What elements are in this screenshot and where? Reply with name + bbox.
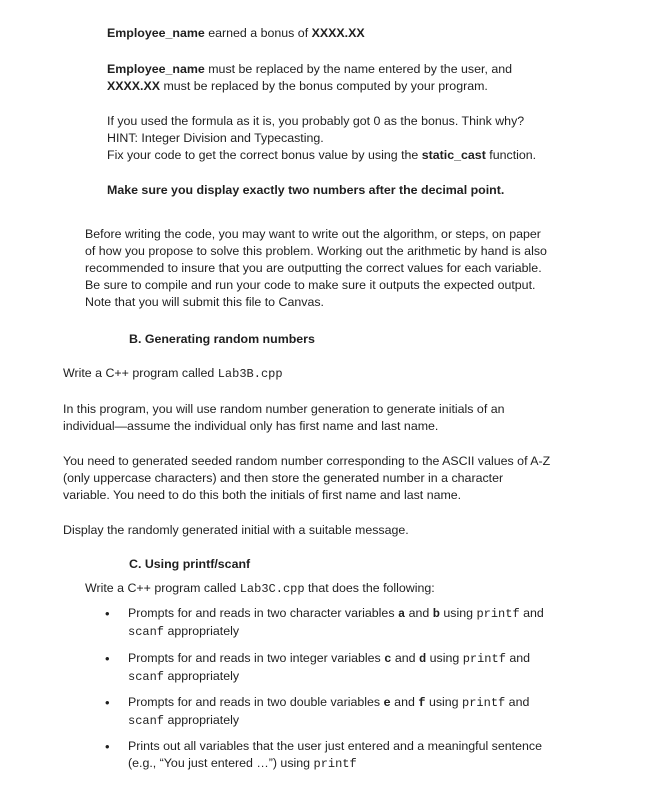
para-line: In this program, you will use random number generation to generate initials of an [63,402,505,416]
text: and [405,606,433,620]
algorithm-paragraph [85,226,547,311]
para-line: Note that you will submit this file to Canvas. [85,295,324,309]
text: that does the following: [304,581,435,595]
text: and [505,651,531,665]
hint-line-1: If you used the formula as it is, you probably got 0 as the bonus. Think why? [107,114,525,128]
var-code: d [418,652,427,666]
section-c-heading: C. Using printf/scanf [129,557,251,571]
para-line: (only uppercase characters) and then store the generated number in a character [63,471,504,485]
bullet-icon: • [105,695,110,710]
employee-name-token: Employee_name [107,26,205,40]
text: must be replaced by the bonus computed by your program. [160,79,488,93]
printf-code: printf [462,652,506,666]
text: Prompts for and reads in two double variables [128,695,384,709]
text: appropriately [164,669,240,683]
bullet-icon: • [105,651,110,666]
text: using [426,651,463,665]
text: Prompts for and reads in two integer variables [128,651,385,665]
para-line: variable. You need to do this both the initials of first name and last name. [63,488,462,502]
para-line: Be sure to compile and run your code to make sure it outputs the expected output. [85,278,536,292]
section-b-paragraph-3: Display the randomly generated initial with a suitable message. [63,523,409,537]
text: Prompts for and reads in two character variables [128,606,398,620]
section-b-paragraph-2 [63,453,550,504]
text: (e.g., “You just entered …”) using [128,756,314,770]
scanf-code: scanf [128,625,165,639]
para-line: of how you propose to solve this problem. Working out the arithmetic by hand is also [85,244,547,258]
text: using [439,606,477,620]
bullet-icon: • [105,739,110,754]
text: appropriately [164,624,240,638]
text: appropriately [164,713,240,727]
para-line: individual—assume the individual only has first name and last name. [63,419,439,433]
section-c-task [85,580,435,598]
section-b-heading: B. Generating random numbers [129,332,315,346]
bullet-line: Prints out all variables that the user just entered and a meaningful sentence [128,739,542,753]
bonus-token: XXXX.XX [107,79,161,93]
text: and [390,695,419,709]
hint-line-3 [107,147,536,164]
employee-name-token: Employee_name [107,62,205,76]
bullet-icon: • [105,606,110,621]
var-code: e [383,696,391,710]
text: and [505,695,530,709]
bonus-token: XXXX.XX [311,26,365,40]
para-line: recommended to insure that you are outputting the correct values for each variable. [85,261,542,275]
bullet-item [128,694,529,730]
var-code: a [397,607,406,621]
bullet-item [128,605,544,641]
hint-paragraph [107,113,536,164]
text: Write a C++ program called [85,581,240,595]
filename-code: Lab3C.cpp [239,582,305,596]
var-code: f [418,696,426,710]
bullet-item [128,738,542,773]
decimal-note: Make sure you display exactly two numbers after the decimal point. [107,183,505,197]
bullet-item [128,650,530,686]
para-line: Before writing the code, you may want to write out the algorithm, or steps, on paper [85,227,541,241]
bonus-output-line [107,25,365,42]
text: and [519,606,544,620]
text: earned a bonus of [204,26,312,40]
replace-instructions [107,61,512,95]
text: Write a C++ program called [63,366,218,380]
printf-code: printf [313,757,357,771]
hint-line-2: HINT: Integer Division and Typecasting. [107,131,324,145]
filename-code: Lab3B.cpp [217,367,283,381]
text: Fix your code to get the correct bonus value by using the [107,148,422,162]
var-code: b [432,607,440,621]
printf-code: printf [462,696,506,710]
text: must be replaced by the name entered by the user, and [204,62,513,76]
var-code: c [384,652,392,666]
para-line: You need to generated seeded random number corresponding to the ASCII values of A-Z [63,454,551,468]
scanf-code: scanf [128,714,165,728]
section-b-task [63,365,283,383]
text: function. [485,148,537,162]
text: using [425,695,463,709]
text: and [391,651,419,665]
static-cast-token: static_cast [421,148,486,162]
section-b-paragraph-1 [63,401,505,435]
scanf-code: scanf [128,670,165,684]
printf-code: printf [476,607,520,621]
